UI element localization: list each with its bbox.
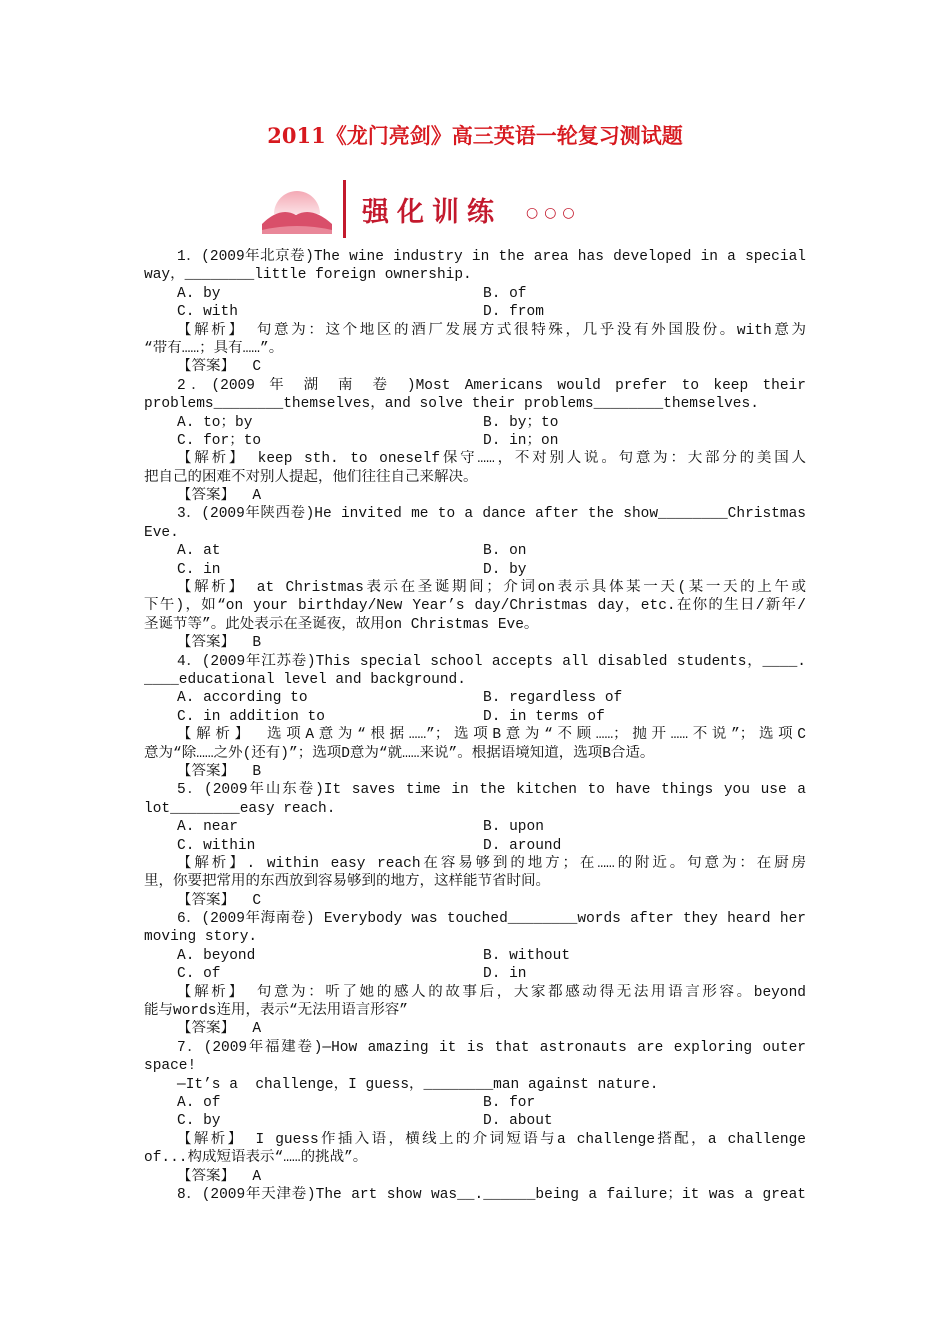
question-block (144, 781, 806, 910)
option-a: A. of (177, 1094, 221, 1111)
answer-text: 【答案】 B (177, 763, 262, 780)
question-stem: 6．(2009年海南卷) Everybody was touched________words after they heard her (177, 911, 806, 928)
banner-label: 强化训练 (362, 197, 502, 228)
question-stem: 5．(2009年山东卷)It saves time in the kitchen to have things you use a (177, 782, 806, 799)
option-row (144, 818, 806, 836)
option-a: A. by (177, 285, 221, 302)
option-row (144, 285, 806, 303)
question-stem: lot________easy reach. (144, 800, 336, 817)
option-d: D. around (483, 837, 562, 854)
option-row (144, 414, 806, 432)
option-row (144, 1112, 806, 1130)
option-d: D. about (483, 1113, 553, 1130)
option-a: A. beyond (177, 947, 256, 964)
question-stem: way，________little foreign ownership. (144, 267, 472, 284)
analysis-text: 【解析】 句意为：听了她的感人的故事后，大家都感动得无法用语言形容。beyond (177, 984, 806, 1001)
option-a: A. at (177, 543, 221, 560)
option-row (144, 432, 806, 450)
option-a: A. near (177, 819, 238, 836)
analysis-text: of...构成短语表示“……的挑战”。 (144, 1150, 368, 1167)
option-d: D. from (483, 304, 544, 321)
question-stem: 1．(2009年北京卷)The wine industry in the area has developed in a special (177, 249, 806, 265)
option-c: C. for；to (177, 432, 262, 449)
question-block (144, 653, 806, 782)
option-b: B. of (483, 285, 527, 302)
question-stem: 2．(2009 年 湖 南 卷 )Most Americans would prefer to keep their (177, 377, 806, 394)
option-row (144, 837, 806, 855)
option-d: D. in (483, 966, 527, 983)
option-b: B. by；to (483, 414, 559, 431)
analysis-text: 意为“除……之外(还有)”；选项D意为“就……来说”。根据语境知道，选项B合适。 (144, 745, 655, 762)
analysis-text: 【解析】 keep sth. to oneself保守……，不对别人说。句意为：大部分的美国人 (177, 451, 806, 468)
question-stem: 4．(2009年江苏卷)This special school accepts all disabled students，____. (177, 653, 806, 670)
analysis-text: 把自己的困难不对别人提起，他们往往自己来解决。 (144, 469, 478, 486)
analysis-text: 【解析】 at Christmas表示在圣诞期间；介词on表示具体某一天(某一天的上午或 (177, 580, 806, 597)
document-title: 2011《龙门亮剑》高三英语一轮复习测试题 (267, 123, 683, 148)
answer-text: 【答案】 A (177, 1021, 262, 1038)
option-row (144, 561, 806, 579)
option-a: A. according to (177, 690, 308, 707)
question-block (144, 910, 806, 1039)
option-d: D. in terms of (483, 708, 605, 725)
option-row (144, 689, 806, 707)
option-a: A. to；by (177, 414, 253, 431)
question-stem: moving story. (144, 929, 258, 946)
option-b: B. upon (483, 819, 544, 836)
option-b: B. on (483, 543, 527, 560)
option-d: D. in；on (483, 432, 559, 449)
answer-text: 【答案】 C (177, 892, 262, 909)
option-b: B. regardless of (483, 690, 623, 707)
question-list (144, 248, 806, 1204)
analysis-text: 能与words连用，表示“无法用语言形容” (144, 1003, 408, 1020)
option-b: B. without (483, 947, 571, 964)
question-block (144, 505, 806, 652)
option-c: C. of (177, 966, 221, 983)
analysis-text: 圣诞节等”。此处表示在圣诞夜，故用on Christmas Eve。 (144, 616, 539, 633)
option-row (144, 303, 806, 321)
question-stem: problems________themselves，and solve their problems________themselves. (144, 396, 759, 413)
option-row (144, 542, 806, 560)
answer-text: 【答案】 B (177, 635, 262, 652)
question-stem: 8．(2009年天津卷)The art show was__.______being a failure；it was a great (177, 1186, 806, 1203)
answer-text: 【答案】 C (177, 359, 262, 376)
answer-text: 【答案】 A (177, 1168, 262, 1185)
question-block (144, 1039, 806, 1186)
question-stem: —It’s a challenge，I guess，________man against nature. (177, 1076, 659, 1093)
question-stem: 7．(2009年福建卷)—How amazing it is that astronauts are exploring outer (177, 1039, 806, 1056)
option-c: C. in (177, 561, 221, 578)
question-stem: Eve. (144, 524, 179, 541)
analysis-text: 【解析】. within easy reach在容易够到的地方；在……的附近。句意为：在厨房 (177, 855, 806, 872)
answer-text: 【答案】 A (177, 488, 262, 505)
option-row (144, 947, 806, 965)
option-b: B. for (483, 1094, 536, 1111)
option-d: D. by (483, 561, 527, 578)
analysis-text: “带有……；具有……”。 (144, 340, 284, 357)
question-stem: space! (144, 1058, 197, 1075)
option-c: C. in addition to (177, 708, 325, 725)
analysis-text: 【解析】 句意为：这个地区的酒厂发展方式很特殊，几乎没有外国股份。with意为 (177, 322, 806, 339)
analysis-text: 下午)，如“on your birthday/New Year’s day/Christmas day，etc.在你的生日/新年/ (144, 598, 806, 615)
analysis-text: 【解析】 选项A意为“根据……”；选项B意为“不顾……；抛开……不说”；选项C (177, 727, 806, 744)
option-row (144, 965, 806, 983)
option-c: C. within (177, 837, 256, 854)
analysis-text: 【解析】 I guess作插入语，横线上的介词短语与a challenge搭配，a challenge (177, 1131, 806, 1148)
question-stem: 3．(2009年陕西卷)He invited me to a dance after the show________Christmas (177, 506, 806, 523)
analysis-text: 里，你要把常用的东西放到容易够到的地方，这样能节省时间。 (144, 874, 550, 891)
mountain-sun-logo-icon (260, 182, 334, 238)
banner-circles-icon: ○○○ (526, 205, 581, 221)
question-block (144, 248, 806, 377)
question-stem: ____educational level and background. (144, 671, 466, 688)
question-block (144, 377, 806, 506)
section-banner (252, 176, 736, 242)
question-block (144, 1186, 806, 1204)
option-row (144, 1094, 806, 1112)
option-c: C. with (177, 304, 238, 321)
banner-divider (343, 180, 346, 238)
option-row (144, 708, 806, 726)
option-c: C. by (177, 1113, 221, 1130)
